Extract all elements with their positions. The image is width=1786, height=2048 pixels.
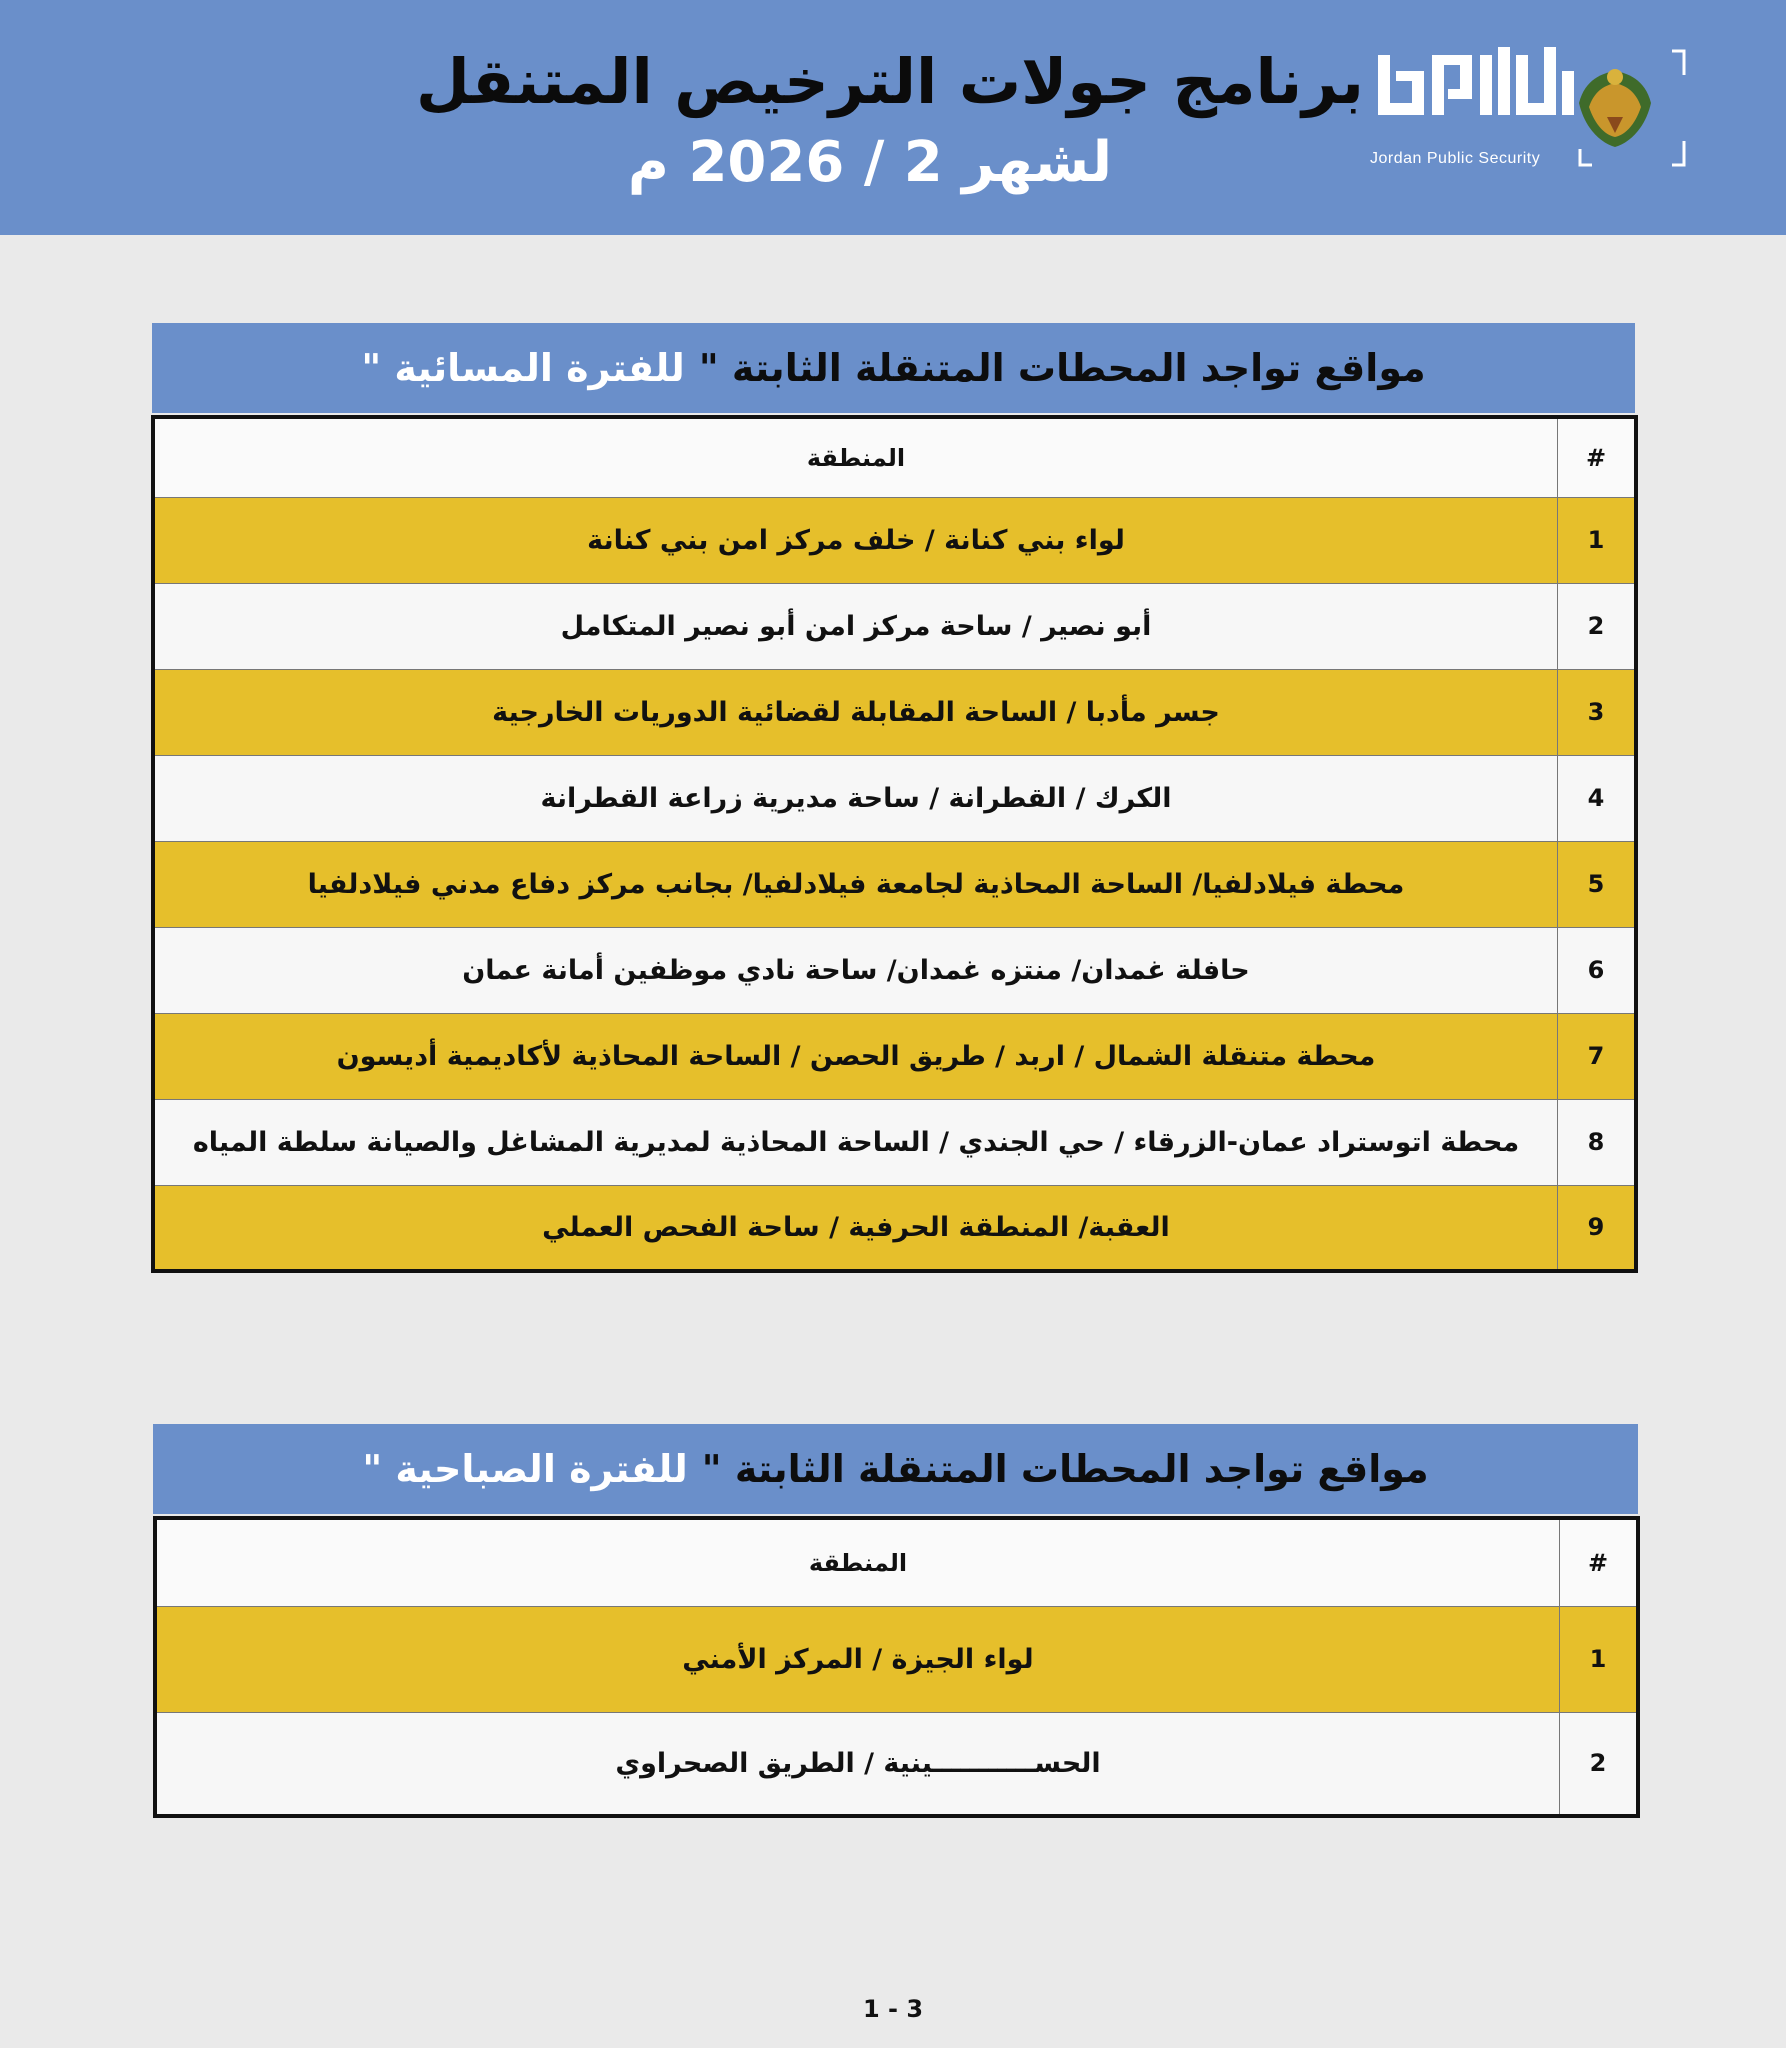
row-number: 1 — [1560, 1606, 1639, 1712]
page-number: 1 - 3 — [862, 1995, 924, 2023]
table-row — [153, 755, 1636, 841]
row-number: 3 — [1558, 669, 1637, 755]
row-area: الحســـــــــــينية / الطريق الصحراوي — [155, 1712, 1560, 1816]
column-header-area: المنطقة — [153, 417, 1558, 497]
row-area: جسر مأدبا / الساحة المقابلة لقضائية الدوريات الخارجية — [153, 669, 1558, 755]
public-security-logo — [1370, 45, 1690, 175]
table-row — [153, 1013, 1636, 1099]
row-area: أبو نصير / ساحة مركز امن أبو نصير المتكامل — [153, 583, 1558, 669]
table-row — [153, 497, 1636, 583]
table-header-row — [153, 417, 1636, 497]
row-number: 5 — [1558, 841, 1637, 927]
row-number: 4 — [1558, 755, 1637, 841]
morning-banner-text: مواقع تواجد المحطات المتنقلة الثابتة " — [701, 1447, 1429, 1491]
column-header-number: # — [1560, 1518, 1639, 1606]
row-area: الكرك / القطرانة / ساحة مديرية زراعة القطرانة — [153, 755, 1558, 841]
evening-banner-highlight: للفترة المسائية " — [361, 346, 685, 390]
row-number: 1 — [1558, 497, 1637, 583]
column-header-number: # — [1558, 417, 1637, 497]
page-subtitle: لشهر 2 / 2026 م — [627, 130, 1113, 195]
logo-caption: Jordan Public Security — [1370, 150, 1541, 167]
table-row — [153, 1185, 1636, 1271]
row-area: محطة اتوستراد عمان-الزرقاء / حي الجندي / الساحة المحاذية لمديرية المشاغل والصيانة سلطة المياه — [153, 1099, 1558, 1185]
morning-section-banner — [153, 1424, 1638, 1514]
row-area: لواء بني كنانة / خلف مركز امن بني كنانة — [153, 497, 1558, 583]
page-header — [0, 0, 1786, 235]
table-row — [153, 583, 1636, 669]
row-area: العقبة/ المنطقة الحرفية / ساحة الفحص العملي — [153, 1185, 1558, 1271]
table-row — [155, 1712, 1638, 1816]
evening-section-banner — [152, 323, 1635, 413]
table-header-row — [155, 1518, 1638, 1606]
table-row — [153, 669, 1636, 755]
row-number: 7 — [1558, 1013, 1637, 1099]
row-area: حافلة غمدان/ منتزه غمدان/ ساحة نادي موظفين أمانة عمان — [153, 927, 1558, 1013]
table-row — [153, 927, 1636, 1013]
morning-banner-highlight: للفترة الصباحية " — [362, 1447, 688, 1491]
row-number: 9 — [1558, 1185, 1637, 1271]
column-header-area: المنطقة — [155, 1518, 1560, 1606]
morning-stations-table — [153, 1516, 1640, 1818]
row-area: لواء الجيزة / المركز الأمني — [155, 1606, 1560, 1712]
table-row — [153, 1099, 1636, 1185]
row-area: محطة متنقلة الشمال / اربد / طريق الحصن / الساحة المحاذية لأكاديمية أديسون — [153, 1013, 1558, 1099]
row-number: 8 — [1558, 1099, 1637, 1185]
evening-banner-text: مواقع تواجد المحطات المتنقلة الثابتة " — [698, 346, 1426, 390]
row-number: 2 — [1558, 583, 1637, 669]
table-row — [153, 841, 1636, 927]
row-number: 2 — [1560, 1712, 1639, 1816]
table-row — [155, 1606, 1638, 1712]
evening-stations-table — [151, 415, 1638, 1273]
page-title: برنامج جولات الترخيص المتنقل — [416, 45, 1364, 118]
row-area: محطة فيلادلفيا/ الساحة المحاذية لجامعة فيلادلفيا/ بجانب مركز دفاع مدني فيلادلفيا — [153, 841, 1558, 927]
row-number: 6 — [1558, 927, 1637, 1013]
